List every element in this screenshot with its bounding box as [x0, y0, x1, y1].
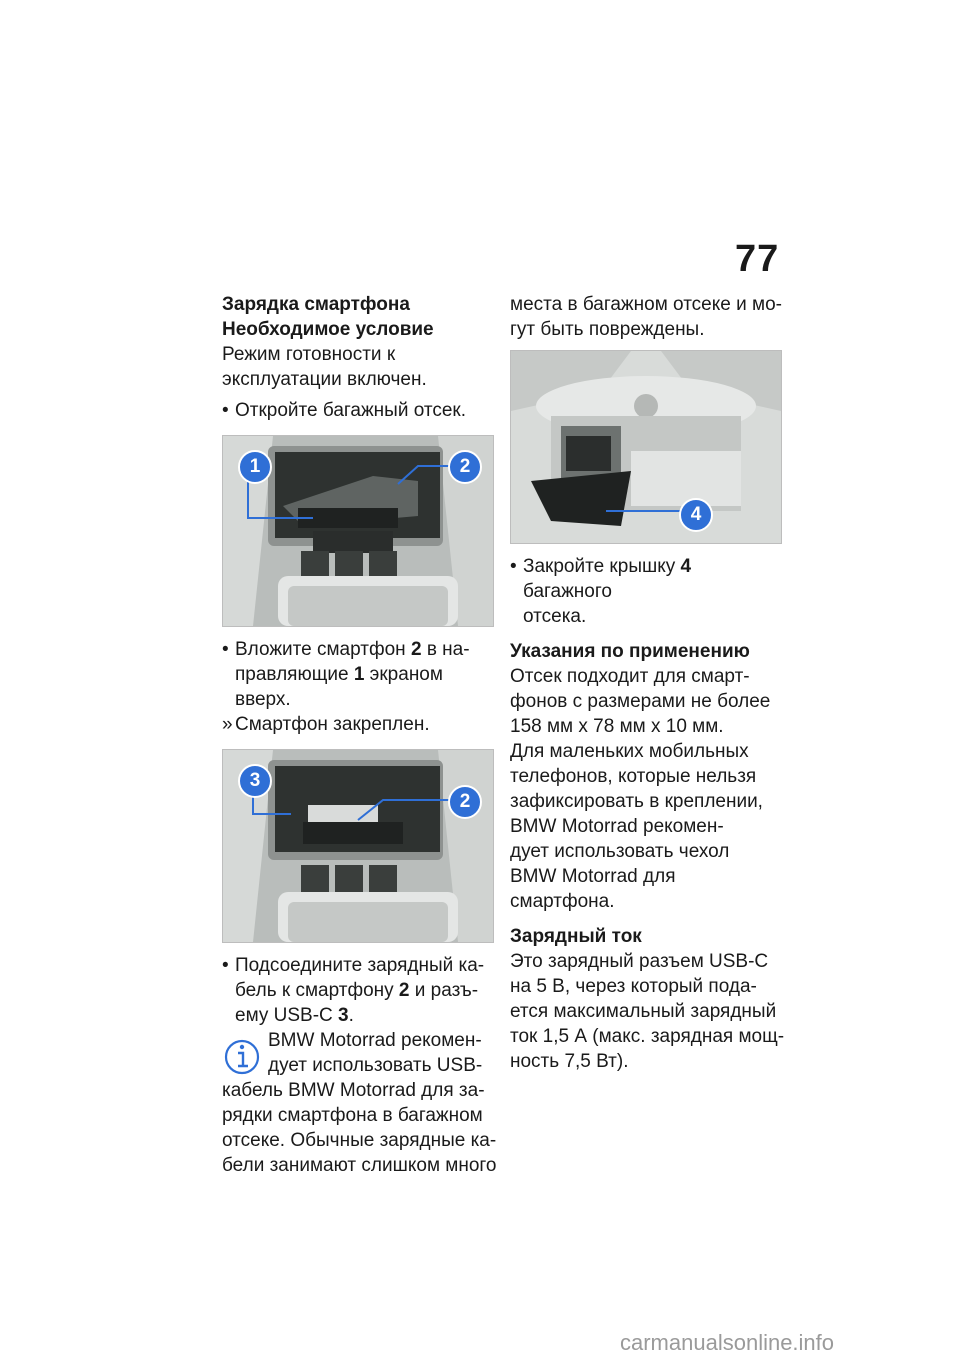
compartment-illustration [511, 351, 781, 543]
section-heading: Зарядка смартфона [222, 294, 410, 315]
note-continuation: места в багажном отсеке и мо- гут быть повреждены. [510, 294, 782, 340]
prerequisite-heading: Необходимое условие [222, 319, 434, 340]
page-number: 77 [735, 238, 780, 280]
step-insert-phone: • Вложите смартфон 2 в на- правляющие 1 экраном вверх. [222, 639, 470, 710]
charging-current-text: Это зарядный разъем USB-C на 5 В, через который пода- ется максимальный зарядный ток 1,5 А (макс. зарядная мощ- ность 7,5 Вт). [510, 951, 785, 1072]
figure-phone-insert [222, 435, 494, 627]
prerequisite-text: Режим готовности к эксплуатации включен. [222, 344, 427, 390]
step-connect-cable: • Подсоедините зарядный ка- бель к смартфону 2 и разъ- ему USB-C 3. [222, 955, 485, 1026]
figure-cable-connect [222, 749, 494, 943]
callout-4: 4 [679, 498, 713, 532]
right-column [510, 292, 785, 1074]
info-note: BMW Motorrad рекомен- дует использовать USB- кабель BMW Motorrad для за- рядки смартфона в багажном отсеке. Обычные зарядные ка- бели занимают слишком много [222, 1030, 497, 1176]
usage-text: Отсек подходит для смарт- фонов с размерами не более 158 мм x 78 мм x 10 мм. Для маленьких мобильных телефонов, которые нельзя зафиксировать в креплении, BMW Motorrad рекомен- дует использовать чехол BMW Motorrad для смартфона. [510, 666, 771, 912]
info-icon [222, 1036, 262, 1082]
step-close-lid: • Закройте крышку 4 багажного отсека. [510, 556, 692, 627]
callout-2: 2 [448, 450, 482, 484]
charging-current-heading: Зарядный ток [510, 926, 642, 947]
callout-2: 2 [448, 785, 482, 819]
callout-1: 1 [238, 450, 272, 484]
usage-heading: Указания по применению [510, 641, 750, 662]
footer-watermark: carmanualsonline.info [620, 1330, 835, 1355]
left-column [222, 292, 497, 1178]
result-phone-secured: » Смартфон закреплен. [222, 714, 430, 735]
figure-close-lid [510, 350, 782, 544]
callout-3: 3 [238, 764, 272, 798]
step-open-compartment: • Откройте багажный отсек. [222, 400, 467, 421]
